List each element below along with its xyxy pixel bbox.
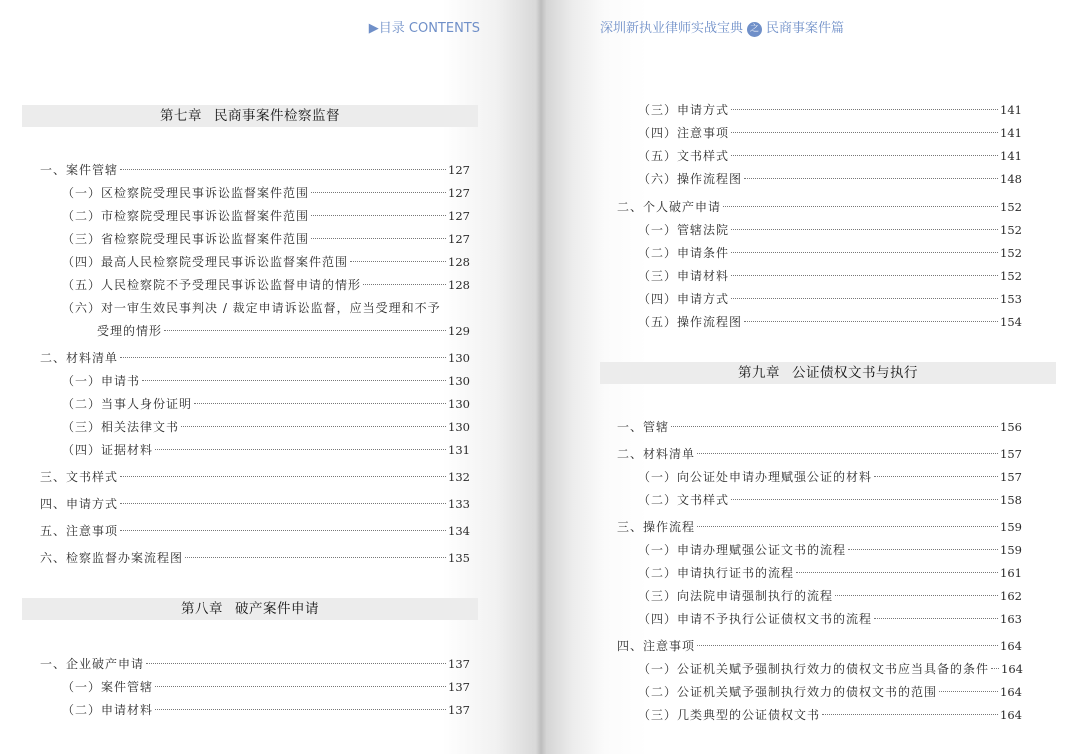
page-number: 164 — [1000, 685, 1022, 699]
page-number: 141 — [1000, 149, 1022, 163]
page-number: 129 — [448, 324, 470, 338]
page-number: 127 — [448, 232, 470, 246]
toc-entry[interactable]: 三、文书样式 132 — [40, 466, 470, 488]
page-number: 161 — [1000, 566, 1022, 580]
toc-entry[interactable]: 二、材料清单 157 — [617, 443, 1022, 465]
page-number: 130 — [448, 374, 470, 388]
toc-entry[interactable]: （三）向法院申请强制执行的流程 162 — [638, 585, 1022, 607]
toc-entry-continuation[interactable]: 受理的情形 129 — [97, 320, 470, 342]
page-number: 127 — [448, 163, 470, 177]
book-subtitle: 民商事案件篇 — [766, 21, 845, 36]
page-number: 159 — [1000, 520, 1022, 534]
toc-entry[interactable]: （二）市检察院受理民事诉讼监督案件范围 127 — [62, 205, 470, 227]
page-number: 152 — [1000, 246, 1022, 260]
toc-entry[interactable]: 四、申请方式 133 — [40, 493, 470, 515]
toc-entry[interactable]: 三、操作流程 159 — [617, 516, 1022, 538]
page-number: 154 — [1000, 315, 1022, 329]
toc-entry[interactable]: 一、管辖 156 — [617, 416, 1022, 438]
toc-entry[interactable]: 五、注意事项 134 — [40, 520, 470, 542]
page-number: 148 — [1000, 172, 1022, 186]
toc-entry[interactable]: （二）当事人身份证明 130 — [62, 393, 470, 415]
toc-entry[interactable]: （二）申请执行证书的流程 161 — [638, 562, 1022, 584]
page-number: 131 — [448, 443, 470, 457]
toc-entry[interactable]: 六、检察监督办案流程图 135 — [40, 547, 470, 569]
toc-entry-multiline-start[interactable]: （六）对一审生效民事判决 / 裁定申请诉讼监督，应当受理和不予 — [62, 301, 441, 315]
chapter-7-heading — [22, 105, 478, 127]
toc-entry[interactable]: （四）证据材料 131 — [62, 439, 470, 461]
chapter-title: 破产案件申请 — [235, 601, 319, 617]
page-number: 128 — [448, 255, 470, 269]
page-number: 153 — [1000, 292, 1022, 306]
book-title: 深圳新执业律师实战宝典 — [600, 21, 744, 36]
page-number: 157 — [1000, 470, 1022, 484]
page-number: 127 — [448, 186, 470, 200]
toc-entry[interactable]: （三）相关法律文书 130 — [62, 416, 470, 438]
toc-entry[interactable]: 二、材料清单 130 — [40, 347, 470, 369]
page-number: 164 — [1000, 708, 1022, 722]
page-number: 128 — [448, 278, 470, 292]
chapter-number: 第九章 — [738, 365, 780, 381]
page-number: 141 — [1000, 103, 1022, 117]
page-number: 133 — [448, 497, 470, 511]
toc-entry[interactable]: 四、注意事项 164 — [617, 635, 1022, 657]
page-number: 156 — [1000, 420, 1022, 434]
toc-entry[interactable]: （二）公证机关赋予强制执行效力的债权文书的范围 164 — [638, 681, 1022, 703]
page-number: 137 — [448, 703, 470, 717]
contents-heading: ▶目录 CONTENTS — [368, 21, 480, 36]
toc-entry[interactable]: 一、企业破产申请 137 — [40, 653, 470, 675]
toc-entry[interactable]: （一）区检察院受理民事诉讼监督案件范围 127 — [62, 182, 470, 204]
chapter-number: 第七章 — [160, 108, 202, 124]
chapter-9-heading — [600, 362, 1056, 384]
page-number: 130 — [448, 420, 470, 434]
page-number: 132 — [448, 470, 470, 484]
chapter-title: 民商事案件检察监督 — [214, 108, 340, 124]
chapter-number: 第八章 — [181, 601, 223, 617]
toc-entry[interactable]: （四）申请不予执行公证债权文书的流程 163 — [638, 608, 1022, 630]
left-running-head — [369, 17, 480, 36]
toc-entry[interactable]: （三）几类典型的公证债权文书 164 — [638, 704, 1022, 726]
toc-entry[interactable]: （二）文书样式 158 — [638, 489, 1022, 511]
page-number: 162 — [1000, 589, 1022, 603]
chapter-title: 公证债权文书与执行 — [792, 365, 918, 381]
toc-entry[interactable]: （四）最高人民检察院受理民事诉讼监督案件范围 128 — [62, 251, 470, 273]
toc-entry[interactable]: （五）人民检察院不予受理民事诉讼监督申请的情形 128 — [62, 274, 470, 296]
toc-entry[interactable]: （五）文书样式 141 — [638, 145, 1022, 167]
toc-entry[interactable]: （三）省检察院受理民事诉讼监督案件范围 127 — [62, 228, 470, 250]
page-number: 163 — [1000, 612, 1022, 626]
page-number: 134 — [448, 524, 470, 538]
toc-entry[interactable]: （六）操作流程图 148 — [638, 168, 1022, 190]
page-number: 130 — [448, 351, 470, 365]
toc-entry[interactable]: （一）管辖法院 152 — [638, 219, 1022, 241]
page-number: 141 — [1000, 126, 1022, 140]
toc-entry[interactable]: （三）申请方式 141 — [638, 99, 1022, 121]
toc-entry[interactable]: （一）公证机关赋予强制执行效力的债权文书应当具备的条件 164 — [638, 658, 1022, 680]
page-number: 159 — [1000, 543, 1022, 557]
toc-entry[interactable]: （一）案件管辖 137 — [62, 676, 470, 698]
page-number: 127 — [448, 209, 470, 223]
toc-entry[interactable]: （三）申请材料 152 — [638, 265, 1022, 287]
toc-entry[interactable]: （一）申请书 130 — [62, 370, 470, 392]
page-number: 137 — [448, 657, 470, 671]
toc-entry[interactable]: （二）申请材料 137 — [62, 699, 470, 721]
toc-entry[interactable]: （一）向公证处申请办理赋强公证的材料 157 — [638, 466, 1022, 488]
zhi-badge-icon: 之 — [747, 22, 762, 37]
right-running-head — [600, 17, 844, 37]
chapter-8-heading — [22, 598, 478, 620]
page-number: 135 — [448, 551, 470, 565]
page-number: 164 — [1001, 662, 1023, 676]
page-number: 130 — [448, 397, 470, 411]
right-page — [540, 0, 1080, 754]
page-number: 164 — [1000, 639, 1022, 653]
toc-entry[interactable]: （五）操作流程图 154 — [638, 311, 1022, 333]
page-number: 152 — [1000, 223, 1022, 237]
page-number: 158 — [1000, 493, 1022, 507]
page-number: 152 — [1000, 269, 1022, 283]
page-number: 137 — [448, 680, 470, 694]
page-number: 152 — [1000, 200, 1022, 214]
toc-entry[interactable]: （四）申请方式 153 — [638, 288, 1022, 310]
toc-entry[interactable]: 一、案件管辖 127 — [40, 159, 470, 181]
toc-entry[interactable]: 二、个人破产申请 152 — [617, 196, 1022, 218]
toc-entry[interactable]: （四）注意事项 141 — [638, 122, 1022, 144]
page-number: 157 — [1000, 447, 1022, 461]
book-gutter — [536, 0, 546, 754]
toc-entry[interactable]: （一）申请办理赋强公证文书的流程 159 — [638, 539, 1022, 561]
toc-entry[interactable]: （二）申请条件 152 — [638, 242, 1022, 264]
